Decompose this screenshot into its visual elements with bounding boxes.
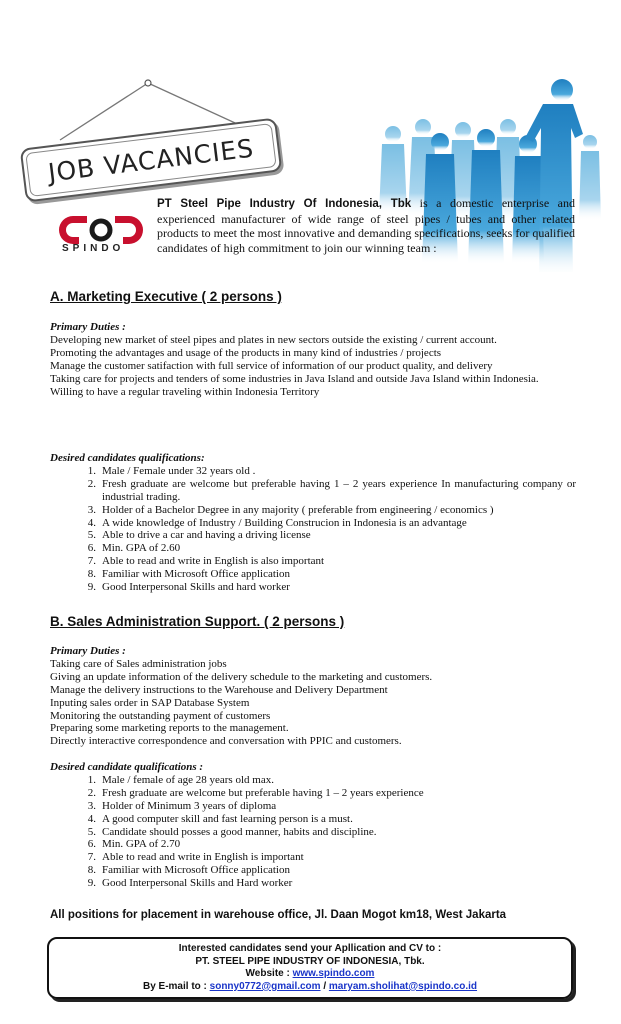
header (0, 0, 621, 270)
list-item: 1. Male / female of age 28 years old max. (87, 773, 274, 786)
list-item: 7. Able to read and write in English is also important (87, 555, 325, 568)
company-name: PT Steel Pipe Industry Of Indonesia, Tbk (157, 198, 412, 210)
list-item: 2. Fresh graduate are welcome but preferable having 1 – 2 years experience In manufacturing company or industrial trading. (87, 477, 576, 503)
list-item: 5. Candidate should posses a good manner, habits and discipline. (87, 825, 377, 838)
list-item: 4. A wide knowledge of Industry / Building Construcion in Indonesia is an advantage (87, 516, 467, 529)
footer-company: PT. STEEL PIPE INDUSTRY OF INDONESIA, Tbk. (195, 955, 425, 967)
duty-item: Manage the delivery instructions to the Warehouse and Delivery Department (50, 683, 388, 696)
qualifications-label: Desired candidate qualifications : (50, 761, 204, 773)
intro-text: is a domestic enterprise and experienced manufacturer of wide range of steel pipes / tubes and other related products to meet the most innovative and demanding specifications, seeks for qualified candidates of high commitment to join our winning team : (157, 196, 575, 255)
intro-paragraph (157, 196, 575, 255)
duty-item: Taking care of Sales administration jobs (50, 657, 227, 670)
list-item: 4. A good computer skill and fast learning person is a must. (87, 812, 353, 825)
duty-item: Manage the customer satifaction with full service of information of our product quality, and delivery (50, 359, 493, 372)
website-label: Website : (245, 968, 293, 980)
section-a-qualifications (50, 452, 576, 594)
duty-item: Preparing some marketing reports to the management. (50, 722, 289, 735)
list-item: 6. Min. GPA of 2.70 (87, 838, 181, 851)
placement-note: All positions for placement in warehouse office, Jl. Daan Mogot km18, West Jakarta (50, 909, 507, 921)
duty-item: Inputing sales order in SAP Database System (50, 696, 250, 709)
duty-item: Promoting the advantages and usage of the products in many kind of industries / projects (50, 346, 442, 359)
duty-item: Monitoring the outstanding payment of customers (50, 709, 271, 722)
list-item: 2. Fresh graduate are welcome but preferable having 1 – 2 years experience (87, 786, 424, 799)
duty-item: Taking care for projects and tenders of some industries in Java Island and outside Java Island within Indonesia. (50, 372, 539, 385)
list-item: 9. Good Interpersonal Skills and hard worker (87, 581, 290, 594)
qualifications-list (50, 465, 576, 594)
email-separator: / (320, 980, 329, 992)
section-a-title: A. Marketing Executive ( 2 persons ) (50, 289, 282, 304)
duties-label: Primary Duties : (50, 321, 126, 333)
list-item: 1. Male / Female under 32 years old . (87, 464, 256, 477)
list-item: 3. Holder of a Bachelor Degree in any majority ( preferable from engineering / economics ) (87, 503, 494, 516)
list-item: 8. Familiar with Microsoft Office application (87, 568, 290, 581)
duty-item: Giving an update information of the delivery schedule to the marketing and customers. (50, 670, 433, 683)
sign-text: JOB VACANCIES (25, 123, 277, 197)
duty-item: Developing new market of steel pipes and plates in new sectors outside the existing / current account. (50, 333, 497, 346)
list-item: 5. Able to drive a car and having a driving license (87, 529, 311, 542)
duties-label: Primary Duties : (50, 645, 126, 657)
list-item: 7. Able to read and write in English is important (87, 851, 304, 864)
email-link-2[interactable]: maryam.sholihat@spindo.co.id (328, 980, 478, 992)
website-link[interactable]: www.spindo.com (292, 968, 375, 980)
footer-line-1: Interested candidates send your Apllication and CV to : (178, 943, 442, 954)
qualifications-list (50, 774, 576, 890)
section-b-title: B. Sales Administration Support. ( 2 persons ) (50, 614, 345, 629)
section-b-qualifications (50, 761, 576, 890)
duty-item: Directly interactive correspondence and conversation with PPIC and customers. (50, 735, 402, 748)
email-label: By E-mail to : (142, 980, 210, 992)
footer-email-row (49, 981, 571, 994)
section-b-duties (50, 645, 576, 748)
list-item: 9. Good Interpersonal Skills and Hard worker (87, 877, 293, 890)
list-item: 8. Familiar with Microsoft Office application (87, 864, 290, 877)
footer-website-row (49, 968, 571, 981)
section-a-duties (50, 321, 576, 398)
duty-item: Willing to have a regular traveling within Indonesia Territory (50, 385, 320, 398)
qualifications-label: Desired candidates qualifications: (50, 452, 205, 464)
list-item: 6. Min. GPA of 2.60 (87, 542, 181, 555)
logo-text: SPINDO (62, 243, 125, 254)
application-footer (47, 937, 573, 999)
list-item: 3. Holder of Minimum 3 years of diploma (87, 799, 277, 812)
email-link-1[interactable]: sonny0772@gmail.com (209, 980, 321, 992)
